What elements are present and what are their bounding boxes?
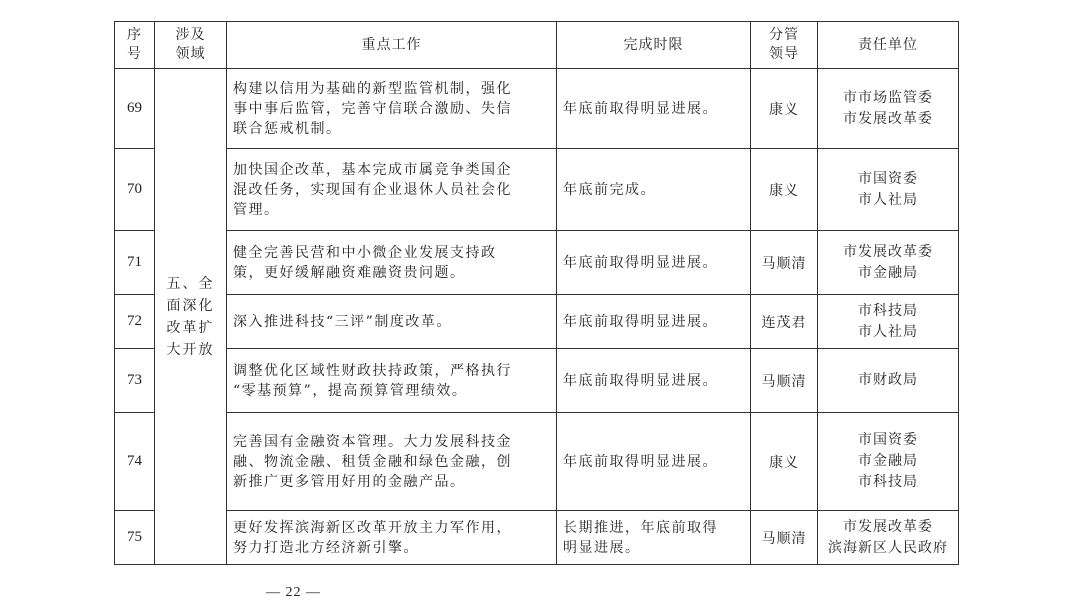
leader-cell: 马顺清 [751, 511, 818, 565]
deadline-cell: 年底前取得明显进展。 [557, 295, 751, 349]
deadline-cell: 长期推进，年底前取得 明显进展。 [557, 511, 751, 565]
table-row [115, 69, 959, 149]
unit-cell: 市国资委 市金融局 市科技局 [818, 413, 959, 511]
unit-cell: 市科技局 市人社局 [818, 295, 959, 349]
document-page [114, 21, 958, 600]
work-cell: 调整优化区域性财政扶持政策，严格执行 “零基预算”，提高预算管理绩效。 [227, 349, 557, 413]
unit-cell: 市国资委 市人社局 [818, 149, 959, 231]
row-number: 74 [115, 413, 155, 511]
table-row [115, 511, 959, 565]
deadline-cell: 年底前完成。 [557, 149, 751, 231]
row-number: 71 [115, 231, 155, 295]
deadline-cell: 年底前取得明显进展。 [557, 413, 751, 511]
table-row [115, 413, 959, 511]
unit-cell: 市市场监管委 市发展改革委 [818, 69, 959, 149]
leader-cell: 马顺清 [751, 349, 818, 413]
work-cell: 健全完善民营和中小微企业发展支持政 策，更好缓解融资难融资贵问题。 [227, 231, 557, 295]
work-cell: 深入推进科技“三评”制度改革。 [227, 295, 557, 349]
deadline-cell: 年底前取得明显进展。 [557, 69, 751, 149]
leader-cell: 马顺清 [751, 231, 818, 295]
table-row [115, 349, 959, 413]
leader-cell: 康义 [751, 413, 818, 511]
header-domain: 涉及 领域 [155, 22, 227, 69]
header-unit: 责任单位 [818, 22, 959, 69]
header-deadline: 完成时限 [557, 22, 751, 69]
row-number: 72 [115, 295, 155, 349]
header-work: 重点工作 [227, 22, 557, 69]
row-number: 70 [115, 149, 155, 231]
row-number: 75 [115, 511, 155, 565]
leader-cell: 康义 [751, 69, 818, 149]
unit-cell: 市发展改革委 滨海新区人民政府 [818, 511, 959, 565]
header-row [115, 22, 959, 69]
header-seq: 序 号 [115, 22, 155, 69]
header-leader: 分管 领导 [751, 22, 818, 69]
row-number: 73 [115, 349, 155, 413]
work-cell: 构建以信用为基础的新型监管机制，强化 事中事后监管，完善守信联合激励、失信 联合惩戒机制。 [227, 69, 557, 149]
leader-cell: 康义 [751, 149, 818, 231]
row-number: 69 [115, 69, 155, 149]
domain-cell: 五、全 面深化 改革扩 大开放 [155, 69, 227, 565]
page-number: — 22 — [266, 585, 321, 600]
unit-cell: 市财政局 [818, 349, 959, 413]
table-row [115, 149, 959, 231]
work-cell: 完善国有金融资本管理。大力发展科技金 融、物流金融、租赁金融和绿色金融，创 新推广更多管用好用的金融产品。 [227, 413, 557, 511]
deadline-cell: 年底前取得明显进展。 [557, 349, 751, 413]
work-cell: 加快国企改革，基本完成市属竞争类国企 混改任务，实现国有企业退休人员社会化 管理。 [227, 149, 557, 231]
deadline-cell: 年底前取得明显进展。 [557, 231, 751, 295]
table-row [115, 295, 959, 349]
work-cell: 更好发挥滨海新区改革开放主力军作用， 努力打造北方经济新引擎。 [227, 511, 557, 565]
work-table [114, 21, 959, 565]
table-row [115, 231, 959, 295]
leader-cell: 连茂君 [751, 295, 818, 349]
unit-cell: 市发展改革委 市金融局 [818, 231, 959, 295]
